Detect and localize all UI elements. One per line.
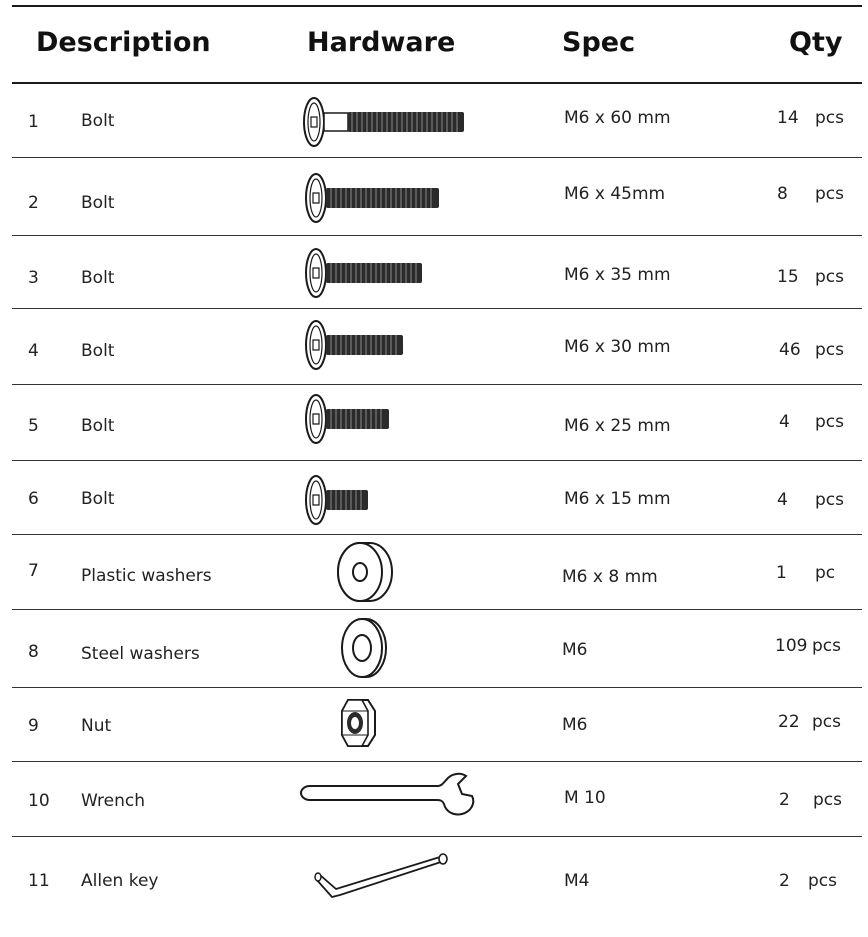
table-row	[0, 385, 868, 460]
steel-washer-icon	[338, 614, 390, 682]
bolt-icon	[300, 94, 470, 150]
row-spec: M6 x 45mm	[564, 184, 666, 204]
row-qty: 109	[775, 636, 808, 656]
row-spec: M6 x 30 mm	[564, 337, 671, 357]
row-description: Bolt	[81, 193, 115, 213]
row-description: Bolt	[81, 489, 115, 509]
row-number: 9	[28, 716, 39, 736]
row-unit: pcs	[815, 108, 844, 128]
row-qty: 14	[777, 108, 799, 128]
row-unit: pcs	[815, 267, 844, 287]
row-qty: 8	[777, 184, 788, 204]
nut-icon	[338, 697, 378, 749]
row-unit: pcs	[815, 184, 844, 204]
plastic-washer-icon	[334, 539, 398, 605]
bolt-icon	[300, 317, 410, 373]
row-spec: M4	[564, 871, 590, 891]
row-description: Bolt	[81, 111, 115, 131]
row-unit: pcs	[808, 871, 837, 891]
row-number: 8	[28, 642, 39, 662]
header-spec: Spec	[562, 26, 636, 58]
table-row	[0, 535, 868, 609]
row-description: Steel washers	[81, 644, 200, 664]
table-row	[0, 309, 868, 384]
row-qty: 22	[778, 712, 800, 732]
row-qty: 15	[777, 267, 799, 287]
row-unit: pc	[815, 563, 836, 583]
row-number: 6	[28, 489, 39, 509]
header-hardware: Hardware	[307, 26, 456, 58]
table-row	[0, 236, 868, 308]
row-unit: pcs	[815, 340, 844, 360]
row-description: Bolt	[81, 416, 115, 436]
table-row	[0, 84, 868, 158]
bolt-icon	[300, 245, 430, 301]
table-row	[0, 837, 868, 937]
row-number: 1	[28, 112, 39, 132]
bolt-icon	[300, 472, 374, 528]
row-qty: 4	[779, 412, 790, 432]
row-number: 11	[28, 871, 50, 891]
row-number: 4	[28, 341, 39, 361]
row-description: Plastic washers	[81, 566, 212, 586]
row-unit: pcs	[812, 712, 841, 732]
row-unit: pcs	[813, 790, 842, 810]
table-row	[0, 461, 868, 534]
header-qty: Qty	[789, 26, 843, 58]
row-description: Bolt	[81, 341, 115, 361]
row-description: Wrench	[81, 791, 146, 811]
row-number: 10	[28, 791, 50, 811]
row-qty: 46	[779, 340, 801, 360]
table-row	[0, 158, 868, 236]
row-spec: M 10	[564, 788, 606, 808]
row-spec: M6	[562, 640, 588, 660]
header-description: Description	[36, 26, 211, 58]
row-spec: M6 x 25 mm	[564, 416, 671, 436]
wrench-icon	[298, 770, 480, 820]
bolt-icon	[300, 391, 396, 447]
row-unit: pcs	[815, 490, 844, 510]
row-number: 7	[28, 561, 39, 581]
bolt-icon	[300, 170, 450, 226]
row-spec: M6	[562, 715, 588, 735]
row-qty: 2	[779, 790, 790, 810]
row-qty: 1	[776, 563, 787, 583]
row-number: 2	[28, 193, 39, 213]
row-number: 3	[28, 268, 39, 288]
table-row	[0, 762, 868, 837]
table-row	[0, 610, 868, 687]
row-spec: M6 x 15 mm	[564, 489, 671, 509]
row-spec: M6 x 35 mm	[564, 265, 671, 285]
row-description: Bolt	[81, 268, 115, 288]
row-number: 5	[28, 416, 39, 436]
row-spec: M6 x 8 mm	[562, 567, 658, 587]
row-description: Nut	[81, 716, 112, 736]
row-description: Allen key	[81, 871, 159, 891]
row-qty: 4	[777, 490, 788, 510]
row-unit: pcs	[815, 412, 844, 432]
row-spec: M6 x 60 mm	[564, 108, 671, 128]
row-unit: pcs	[812, 636, 841, 656]
row-qty: 2	[779, 871, 790, 891]
allen-key-icon	[312, 849, 454, 905]
table-row	[0, 688, 868, 761]
